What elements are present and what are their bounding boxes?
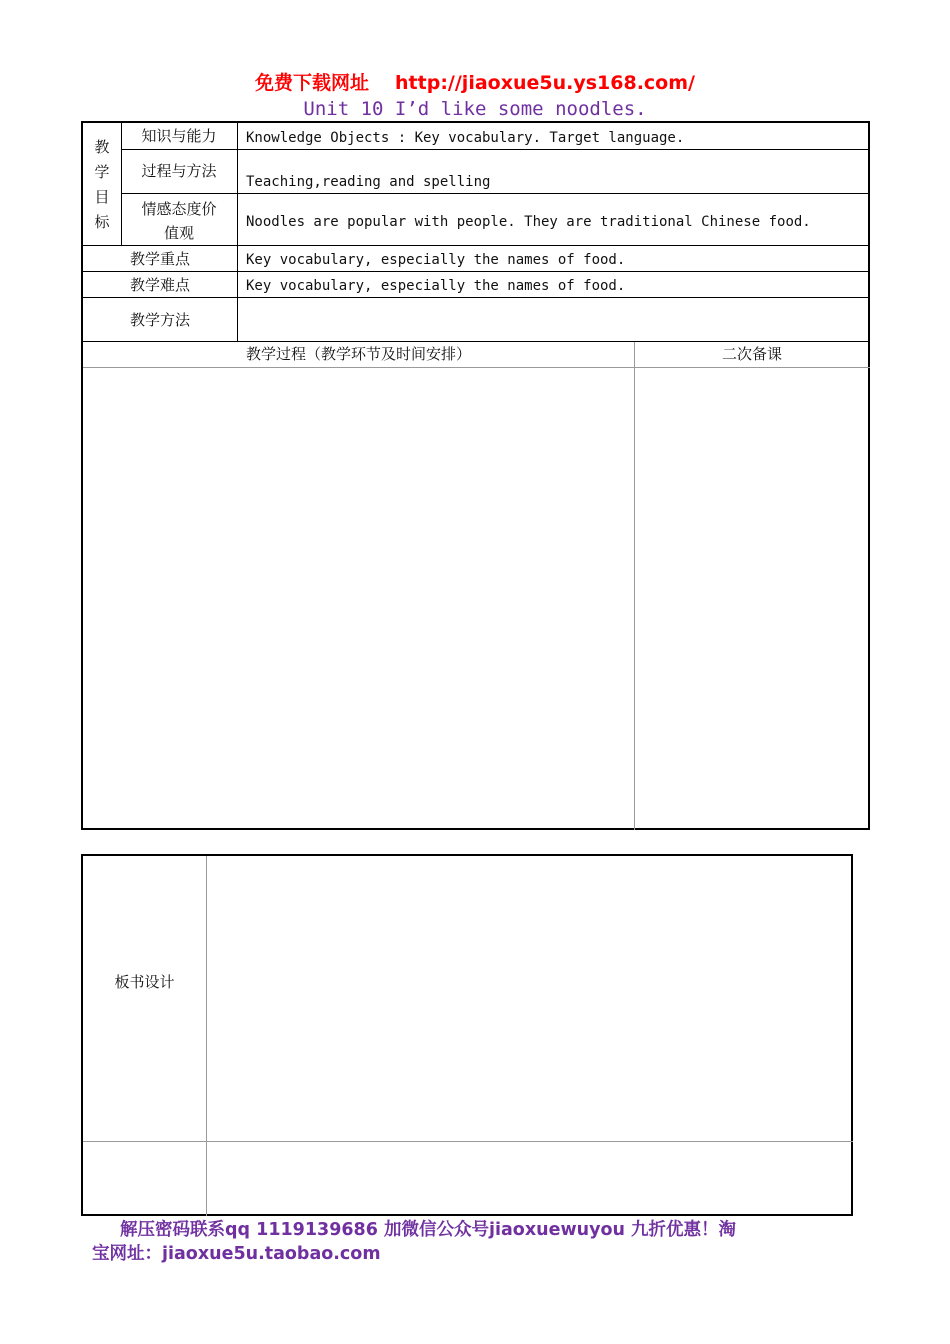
goals-label-char: 标 (94, 213, 110, 231)
board-design-area (207, 856, 853, 1141)
footer-note (92, 1218, 832, 1266)
attitude-values-label-line: 情感态度价 (141, 200, 217, 218)
download-label: 免费下载网址 (255, 72, 370, 94)
knowledge-ability-label: 知识与能力 (141, 127, 217, 145)
footer-line-2: 宝网址：jiaoxue5u.taobao.com (92, 1244, 381, 1264)
difficulties-label: 教学难点 (129, 276, 190, 294)
key-points-label: 教学重点 (129, 250, 190, 268)
lesson-plan-table (81, 121, 870, 830)
goals-label-char: 目 (94, 188, 110, 206)
teaching-process-header: 教学过程（教学环节及时间安排） (245, 345, 471, 363)
goals-label-char: 学 (94, 163, 110, 181)
goals-label-char: 教 (94, 138, 110, 156)
unit-title: Unit 10 I’d like some noodles. (303, 98, 647, 120)
methods-label: 教学方法 (129, 311, 190, 329)
attitude-values-label (121, 197, 237, 245)
difficulties-content: Key vocabulary, especially the names of food. (246, 278, 626, 294)
download-banner (0, 68, 950, 95)
download-url-link[interactable]: http://jiaoxue5u.ys168.com/ (395, 72, 695, 94)
attitude-values-content: Noodles are popular with people. They are traditional Chinese food. (246, 214, 811, 230)
board-design-table (81, 854, 853, 1216)
process-method-content: Teaching,reading and spelling (246, 174, 491, 190)
key-points-content: Key vocabulary, especially the names of food. (246, 252, 626, 268)
process-method-label: 过程与方法 (141, 162, 217, 180)
secondary-prep-header: 二次备课 (721, 345, 782, 363)
secondary-prep-area (635, 368, 870, 830)
footer-line-1: 解压密码联系qq 1119139686 加微信公众号jiaoxuewuyou 九折优惠！淘 (120, 1220, 737, 1240)
goals-label (83, 135, 121, 235)
teaching-process-area (83, 368, 634, 830)
board-notes-area (207, 1142, 853, 1216)
attitude-values-label-line: 值观 (163, 224, 194, 242)
board-design-label: 板书设计 (114, 973, 175, 991)
knowledge-ability-content: Knowledge Objects : Key vocabulary. Target language. (246, 130, 685, 146)
